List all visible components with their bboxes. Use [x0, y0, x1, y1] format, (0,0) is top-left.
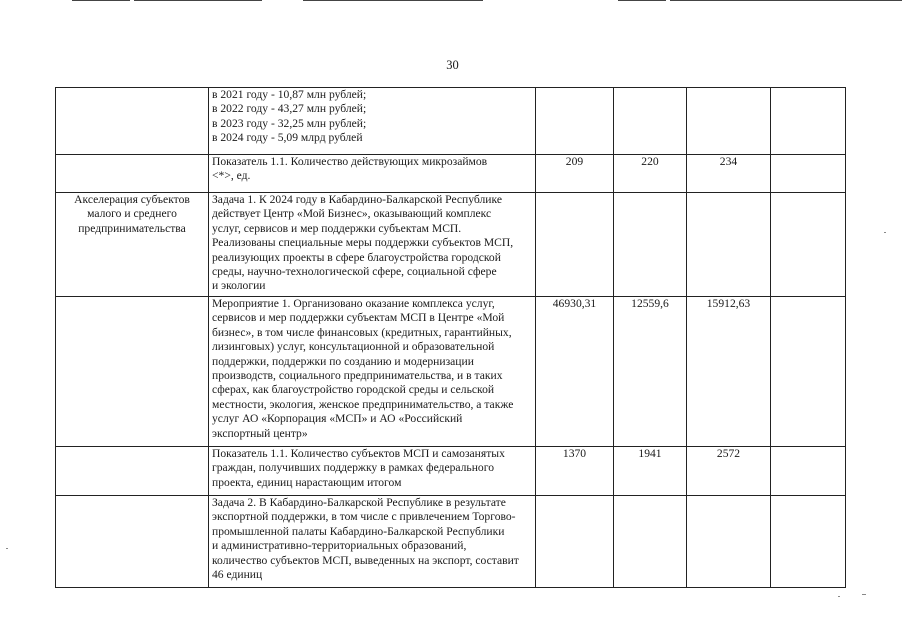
description-cell: Мероприятие 1. Организовано оказание комплекса услуг, сервисов и мер поддержки субъектам МСП в Центре «Мой бизнес», в том числе финансовых (кредитных, гарантийных, лизинговых) услуг, консультационной и образовательной поддержки, поддержки по созданию и модернизации производств, социального предпринимательства, и в таких сферах, как благоустройство городской среды и сельской местности, экология, женское предпринимательство, а также услуг АО «Корпорация «МСП» и АО «Российский экспортный центр»: [209, 297, 536, 447]
section-cell: Акселерация субъектов малого и среднего предпринимательства: [56, 193, 209, 297]
value-cell: 2572: [687, 447, 771, 496]
description-cell: в 2021 году - 10,87 млн рублей; в 2022 году - 43,27 млн рублей; в 2023 году - 32,25 млн рублей; в 2024 году - 5,09 млрд рублей: [209, 88, 536, 155]
section-cell: [56, 297, 209, 447]
table-row: [56, 88, 846, 155]
page-number: 30: [446, 58, 459, 72]
value-cell: [771, 193, 846, 297]
value-cell: [687, 88, 771, 155]
table-row: [56, 496, 846, 588]
scan-speck: [884, 232, 886, 233]
description-cell: Показатель 1.1. Количество субъектов МСП и самозанятых граждан, получивших поддержку в рамках федерального проекта, единиц нарастающим итогом: [209, 447, 536, 496]
table-row: [56, 297, 846, 447]
value-cell: 209: [536, 155, 614, 193]
program-table: [55, 87, 846, 588]
value-cell: [771, 297, 846, 447]
value-cell: [614, 496, 687, 588]
value-cell: [536, 88, 614, 155]
value-cell: 15912,63: [687, 297, 771, 447]
section-cell: [56, 496, 209, 588]
value-cell: [614, 88, 687, 155]
value-cell: [614, 193, 687, 297]
section-cell: [56, 155, 209, 193]
value-cell: [771, 496, 846, 588]
section-cell: [56, 88, 209, 155]
value-cell: 220: [614, 155, 687, 193]
value-cell: 1370: [536, 447, 614, 496]
value-cell: 12559,6: [614, 297, 687, 447]
table-row: [56, 447, 846, 496]
top-cut-lines: [0, 0, 905, 6]
value-cell: [687, 193, 771, 297]
table-row: [56, 155, 846, 193]
scan-speck: [6, 548, 8, 549]
value-cell: [536, 496, 614, 588]
scan-speck: [862, 594, 866, 595]
description-cell: Задача 2. В Кабардино-Балкарской Республике в результате экспортной поддержки, в том числе с привлечением Торгово- промышленной палаты Кабардино-Балкарской Республики и административно-территориальных образований, количество субъектов МСП, выведенных на экспорт, составит 46 единиц: [209, 496, 536, 588]
scan-speck: [838, 596, 840, 597]
description-cell: Показатель 1.1. Количество действующих микрозаймов <*>, ед.: [209, 155, 536, 193]
section-cell: [56, 447, 209, 496]
value-cell: 234: [687, 155, 771, 193]
value-cell: [771, 155, 846, 193]
value-cell: [536, 193, 614, 297]
table-row: [56, 193, 846, 297]
value-cell: 46930,31: [536, 297, 614, 447]
value-cell: [771, 88, 846, 155]
value-cell: [771, 447, 846, 496]
description-cell: Задача 1. К 2024 году в Кабардино-Балкарской Республике действует Центр «Мой Бизнес», оказывающий комплекс услуг, сервисов и мер поддержки субъектам МСП. Реализованы специальные меры поддержки субъектов МСП, реализующих проекты в сфере благоустройства городской среды, научно-технологической сфере, социальной сфере и экологии: [209, 193, 536, 297]
value-cell: [687, 496, 771, 588]
value-cell: 1941: [614, 447, 687, 496]
